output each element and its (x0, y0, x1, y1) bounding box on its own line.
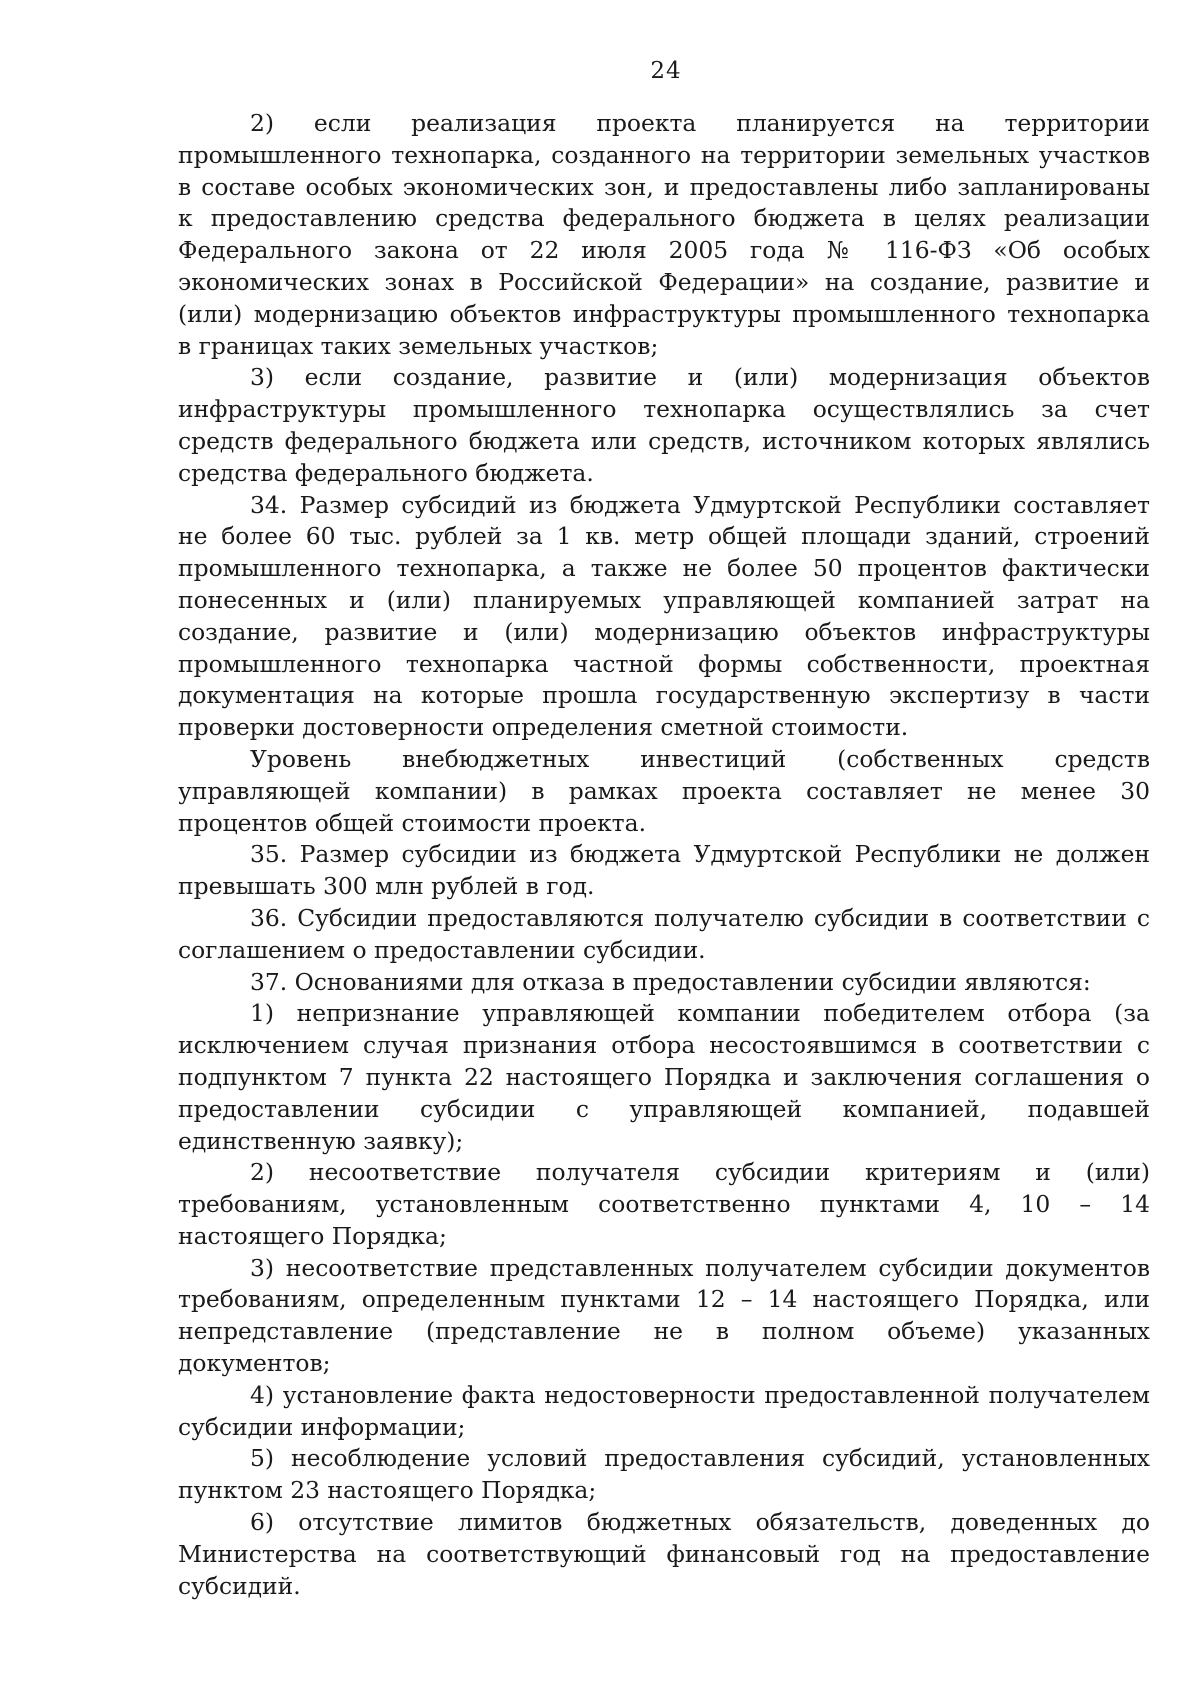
paragraph-refusal-reason-2: 2) несоответствие получателя субсидии критериям и (или) требованиям, установленным соответственно пунктами 4, 10 – 14 настоящего Порядка; (178, 1158, 1150, 1250)
paragraph-item-3: 3) если создание, развитие и (или) модернизация объектов инфраструктуры промышленного технопарка осуществлялись за счет средств федерального бюджета или средств, источником которых являлись средства федерального бюджета. (178, 363, 1150, 487)
paragraph-clause-35: 35. Размер субсидии из бюджета Удмуртской Республики не должен превышать 300 млн рублей в год. (178, 840, 1150, 901)
paragraph-refusal-reason-3: 3) несоответствие представленных получателем субсидии документов требованиям, определенным пунктами 12 – 14 настоящего Порядка, или непредставление (представление не в полном объеме) указанных документов; (178, 1253, 1150, 1378)
page-number: 24 (650, 58, 682, 84)
paragraph-refusal-reason-5: 5) несоблюдение условий предоставления субсидий, установленных пунктом 23 настоящего Порядка; (178, 1444, 1150, 1505)
paragraph-refusal-reason-6: 6) отсутствие лимитов бюджетных обязательств, доведенных до Министерства на соответствующий финансовый год на предоставление субсидий. (178, 1508, 1150, 1600)
paragraph-refusal-reason-4: 4) установление факта недостоверности предоставленной получателем субсидии информации; (178, 1380, 1150, 1441)
paragraph-clause-37: 37. Основаниями для отказа в предоставлении субсидии являются: (250, 967, 1091, 996)
paragraph-item-2: 2) если реализация проекта планируется на территории промышленного технопарка, созданного на территории земельных участков в составе особых экономических зон, и предоставлены либо запланированы к предоставлению средства федерального бюджета в целях реализации Федерального закона от 22 июля 2005 года № 116-ФЗ «Об особых экономических зонах в Российской Федерации» на создание, развитие и (или) модернизацию объектов инфраструктуры промышленного технопарка в границах таких земельных участков; (178, 109, 1150, 360)
paragraph-refusal-reason-1: 1) непризнание управляющей компании победителем отбора (за исключением случая признания отбора несостоявшимся в соответствии с подпунктом 7 пункта 22 настоящего Порядка и заключения соглашения о предоставлении субсидии с управляющей компанией, подавшей единственную заявку); (178, 999, 1150, 1155)
document-body (178, 108, 1150, 1602)
paragraph-clause-34: 34. Размер субсидий из бюджета Удмуртской Республики составляет не более 60 тыс. рублей за 1 кв. метр общей площади зданий, строений промышленного технопарка, а также не более 50 процентов фактически понесенных и (или) планируемых управляющей компанией затрат на создание, развитие и (или) модернизацию объектов инфраструктуры промышленного технопарка частной формы собственности, проектная документация на которые прошла государственную экспертизу в части проверки достоверности определения сметной стоимости. (178, 490, 1150, 742)
paragraph-extrabudgetary-investment: Уровень внебюджетных инвестиций (собственных средств управляющей компании) в рамках проекта составляет не менее 30 процентов общей стоимости проекта. (178, 744, 1150, 837)
paragraph-clause-36: 36. Субсидии предоставляются получателю субсидии в соответствии с соглашением о предоставлении субсидии. (178, 903, 1150, 964)
